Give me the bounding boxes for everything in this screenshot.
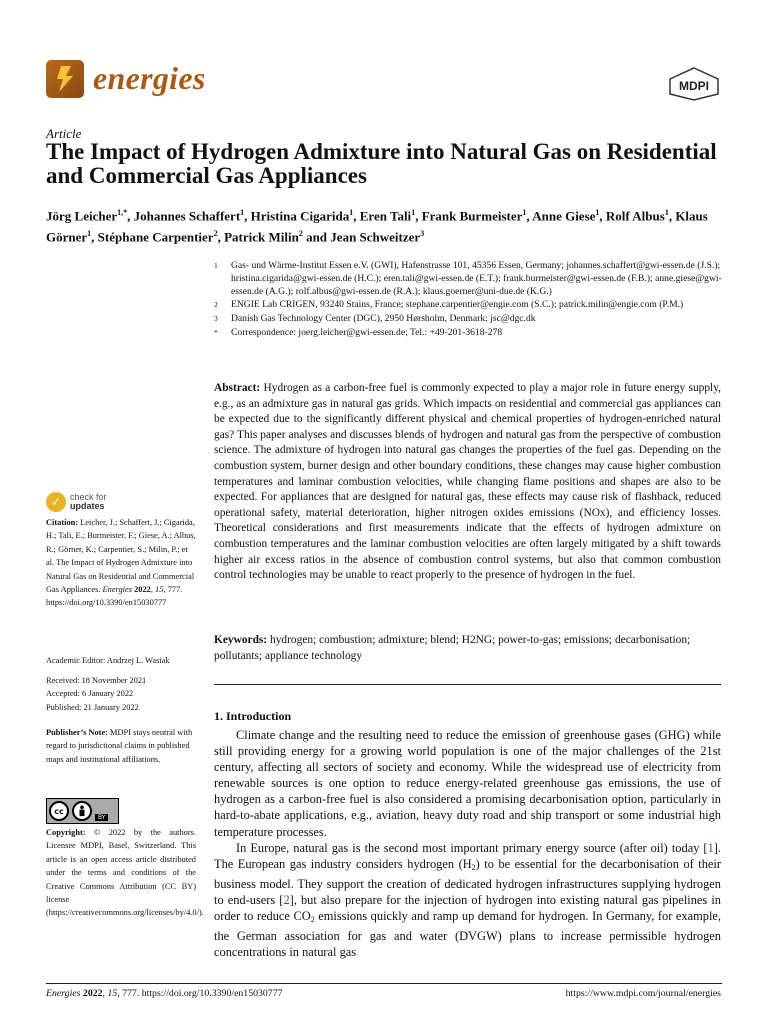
person-icon — [72, 801, 92, 821]
article-title: The Impact of Hydrogen Admixture into Natural Gas on Residential and Commercial Gas Appliances — [46, 139, 717, 188]
check-line2: updates — [70, 501, 105, 511]
journal-name[interactable]: energies — [93, 60, 206, 96]
copyright — [46, 826, 204, 920]
abstract-label: Abstract: — [214, 382, 261, 394]
reference-link-1[interactable]: 1 — [707, 840, 714, 855]
author-name[interactable]: Klaus Görner — [46, 208, 708, 245]
divider — [214, 684, 721, 685]
author-name[interactable]: Jörg Leicher — [46, 208, 118, 224]
author-name[interactable]: Hristina Cigarida — [250, 208, 350, 224]
cc-by-label: BY — [95, 814, 108, 821]
published-date: Published: 21 January 2022 — [46, 702, 139, 712]
footer-divider — [46, 983, 722, 984]
author-affiliation-mark: 1 — [349, 208, 354, 217]
footer-citation: Energies 2022, 15, 777. https://doi.org/10.3390/en15030777 — [46, 988, 283, 999]
author-affiliation-mark: 1 — [87, 229, 92, 239]
section-heading: 1. Introduction — [214, 709, 292, 723]
abstract — [214, 381, 721, 584]
affiliation-text: Correspondence: joerg.leicher@gwi-essen.de; Tel.: +49-201-3618-278 — [231, 326, 503, 338]
dates — [46, 674, 196, 714]
author-name[interactable]: Anne Giese — [532, 208, 596, 224]
citation-text: Leicher, J.; Schaffert, J.; Cigarida, H.; Tali, E.; Burmeister, F.; Giese, A.; Albus, R.; Görner, K.; Carpentier, S.; Milin, P.; et al. The Impact of Hydrogen Admixture into Natural Gas on Residential and Commercial Gas Appliances. — [46, 518, 196, 595]
author-affiliation-mark: 3 — [420, 229, 425, 239]
author-name[interactable]: Patrick Milin — [224, 229, 299, 245]
author-name[interactable]: Rolf Albus — [605, 208, 665, 224]
mdpi-logo[interactable] — [666, 66, 722, 102]
note-text: MDPI stays neutral with regard to jurisdictional claims in published maps and institutional affiliations. — [46, 728, 193, 764]
author-affiliation-mark: 1 — [664, 208, 669, 217]
affiliation-number: 2 — [214, 300, 218, 310]
citation-year: 2022 — [134, 585, 151, 595]
journal-logo[interactable] — [46, 60, 84, 98]
author-name[interactable]: Eren Tali — [359, 208, 412, 224]
affiliations — [214, 260, 730, 341]
lightning-bolt-icon — [53, 65, 77, 93]
author-affiliation-mark: 1 — [240, 208, 245, 217]
author-affiliation-mark: 2 — [213, 229, 218, 239]
introduction-body — [214, 727, 721, 960]
cc-license-badge[interactable] — [46, 798, 119, 824]
mdpi-logo-text: MDPI — [679, 79, 709, 93]
affiliation-number: 1 — [214, 261, 218, 270]
check-for-updates-badge[interactable] — [46, 489, 136, 515]
affiliation-item — [214, 327, 730, 340]
cc-icon: cc — [49, 801, 69, 821]
author-name[interactable]: Jean Schweitzer — [330, 229, 421, 245]
affiliation-text: ENGIE Lab CRIGEN, 93240 Stains, France; stephane.carpentier@engie.com (S.C.); patrick.milin@engie.com (P.M.) — [231, 299, 684, 311]
author-name[interactable]: Johannes Schaffert — [133, 208, 241, 224]
affiliation-text: Gas- und Wärme-Institut Essen e.V. (GWI), Hafenstrasse 101, 45356 Essen, Germany; johannes.schaffert@gwi-essen.de (J.S.); hristina.cigarida@gwi-essen.de (H.C.); eren.tali@gwi-essen.de (E.T.); frank.burmeister@gwi-essen.de (F.B.); anne.giese@gwi-essen.de (A.G.); rolf.albus@gwi-essen.de (R.A.); klaus.goerner@uni-due.de (K.G.) — [231, 260, 722, 297]
author-affiliation-mark: 1 — [411, 208, 416, 217]
affiliation-text: Danish Gas Technology Center (DGC), 2950 Hørsholm, Denmark; jsc@dgc.dk — [231, 313, 536, 325]
accepted-date: Accepted: 6 January 2022 — [46, 689, 134, 699]
copyright-text: © 2022 by the authors. Licensee MDPI, Basel, Switzerland. This article is an open access article distributed under the terms and conditions of the Creative Commons Attribution (CC BY) license (https://creativecommons.org/licenses/by/4.0/). — [46, 828, 204, 918]
author-list: Jörg Leicher$^{1,*}$, Johannes Schaffert$^1$, Hristina Cigarida$^1$, Eren Tali$^1$, Frank Burmeister$^1$, Anne Giese$^1$, Rolf Albus$^1$, Klaus Görner$^1$, Stéphane Carpentier$^2$, Patrick Milin$^2$ and Jean Schweitzer$^3$ — [46, 208, 708, 245]
citation-volume: 15 — [155, 585, 164, 595]
check-line1: check for — [70, 492, 107, 502]
affiliation-item — [214, 299, 730, 312]
received-date: Received: 18 November 2021 — [46, 676, 147, 685]
checkmark-icon: ✓ — [46, 492, 66, 512]
citation-rest[interactable]: , 777. https://doi.org/10.3390/en15030777 — [46, 585, 183, 608]
footer-journal-url[interactable]: https://www.mdpi.com/journal/energies — [565, 988, 721, 999]
author-affiliation-mark: 1,* — [117, 208, 128, 217]
publisher-note — [46, 726, 196, 766]
academic-editor: Academic Editor: Andrzej L. Wasiak — [46, 656, 170, 665]
author-name[interactable]: Stéphane Carpentier — [97, 229, 214, 245]
article-type: Article — [46, 126, 82, 141]
affiliation-item — [214, 260, 730, 298]
paragraph-1: Climate change and the resulting need to reduce the emission of greenhouse gases (GHG) while still providing energy for a growing world population is one of the major challenges of the 21st century, affecting all sectors of society and economy. While the widespread use of electricity from renewable sources is one option to reduce energy-related greenhouse gas emissions, the use of hydrogen as a carbon-free fuel is also considered a promising decarbonisation option, particularly in hard-to-abate applications, e.g., aviation, heavy duty road and ship transport or some industrial high temperature processes. — [214, 728, 721, 839]
author-affiliation-mark: 1 — [522, 208, 527, 217]
footer-doi[interactable]: , 777. https://doi.org/10.3390/en15030777 — [117, 988, 283, 999]
keywords — [214, 633, 721, 664]
citation-journal: Energies — [102, 585, 132, 595]
affiliation-number: * — [214, 327, 218, 337]
author-affiliation-mark: 1 — [595, 208, 600, 217]
keywords-text: hydrogen; combustion; admixture; blend; H2NG; power-to-gas; emissions; decarbonisation; pollutants; appliance technology — [214, 634, 691, 662]
author-name[interactable]: Frank Burmeister — [421, 208, 523, 224]
keywords-label: Keywords: — [214, 634, 268, 646]
citation-label: Citation: — [46, 518, 79, 527]
affiliation-item — [214, 313, 730, 326]
note-label: Publisher’s Note: — [46, 728, 108, 737]
abstract-text: Hydrogen as a carbon-free fuel is commonly expected to play a major role in future energy supply, e.g., as an admixture gas in natural gas grids. Which impacts on residential and commercial gas appliances can be expected due to the significantly different physical and chemical properties of hydrogen-enriched natural gas? This paper analyses and discusses blends of hydrogen and natural gas from the perspective of combustion science. The admixture of hydrogen into natural gas changes the properties of the fuel gas. Depending on the combustion system, burner design and other boundary conditions, these changes may cause higher combustion temperatures and laminar combustion velocities, while changing flame positions and shapes are also to be expected. For appliances that are designed for natural gas, these effects may cause risk of flashback, reduced operational safety, material deterioration, higher nitrogen oxides emissions (NOx), and efficiency losses. Theoretical considerations and first measurements indicate that the effects of hydrogen admixture on combustion temperatures and the laminar combustion velocities are often largely mitigated by a shift towards higher air excess ratios in the absence of combustion control systems, but also that common combustion control technologies may be unable to react properly to the presence of hydrogen in the fuel. — [214, 382, 721, 582]
affiliation-number: 3 — [214, 314, 218, 324]
paragraph-2: In Europe, natural gas is the second most important primary energy source (after oil) today [1]. The European gas industry considers hydrogen $(H_2)$ to be essential for the decarbonisation of their business model. They support the creation of dedicated hydrogen infrastructures supplying hydrogen to end-users [2], but also prepare for the injection of hydrogen into existing natural gas pipelines in order to reduce $CO_2$ emissions quickly and ramp up demand for hydrogen. In Germany, for example, the German association for gas and water (DVGW) plans to increase permissible hydrogen concentrations in natural gas — [214, 840, 721, 960]
author-affiliation-mark: 2 — [298, 229, 303, 239]
copyright-label: Copyright: — [46, 828, 86, 837]
reference-link-2[interactable]: 2 — [283, 892, 290, 907]
citation: Citation: Leicher, J.; Schaffert, J.; Cigarida, H.; Tali, E.; Burmeister, F.; Giese, A.; Albus, R.; Görner, K.; Carpentier, S.; Milin, P.; et al. The Impact of Hydrogen Admixture into Natural Gas on Residential and Commercial Gas Appliances. Energies 2022, 15, 777. https://doi.org/10.3390/en15030777 — [46, 518, 196, 608]
